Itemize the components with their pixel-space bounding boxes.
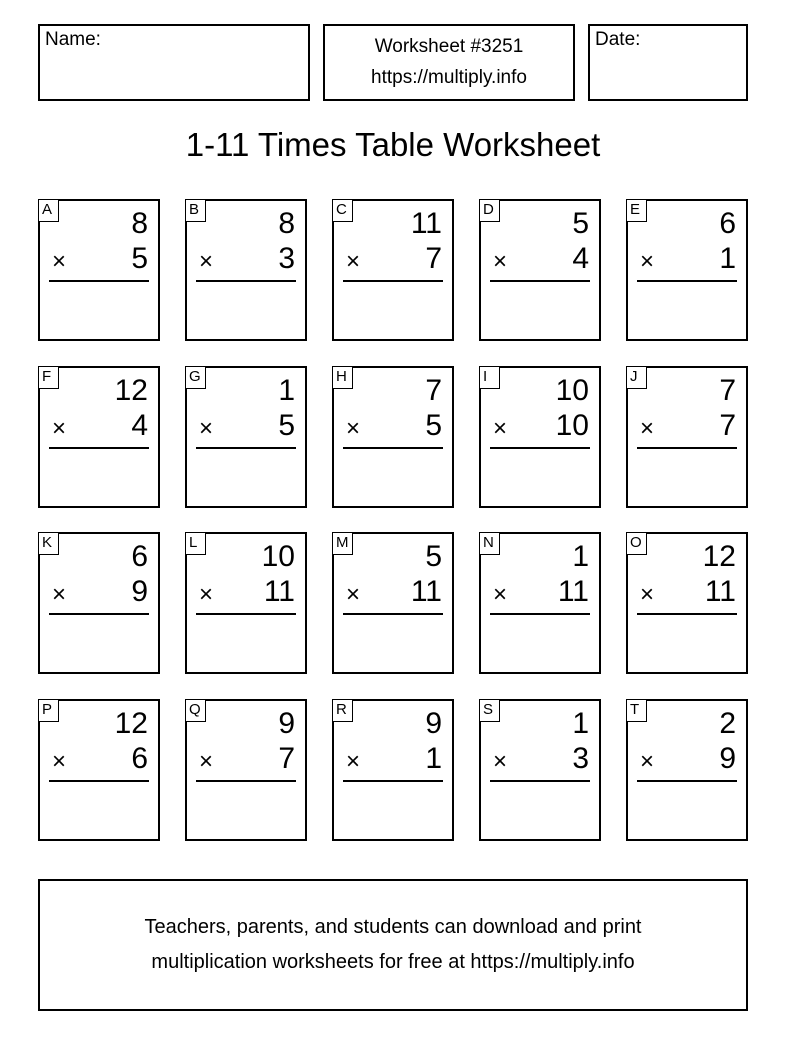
footer-line-1: Teachers, parents, and students can download and print bbox=[144, 916, 642, 938]
answer-line bbox=[196, 280, 296, 282]
problem-label: R bbox=[332, 699, 353, 722]
problem-card[interactable] bbox=[626, 199, 748, 341]
multiplicand: 12 bbox=[114, 374, 148, 407]
multiplicand: 12 bbox=[114, 707, 148, 740]
times-icon: × bbox=[52, 248, 67, 275]
multiplicand: 10 bbox=[261, 540, 295, 573]
problem-label: L bbox=[185, 532, 206, 555]
times-icon: × bbox=[199, 748, 214, 775]
answer-line bbox=[196, 613, 296, 615]
multiplicand: 9 bbox=[278, 707, 295, 740]
times-icon: × bbox=[52, 581, 67, 608]
problem-label: J bbox=[626, 366, 647, 389]
multiplier: 5 bbox=[278, 409, 295, 442]
multiplier: 3 bbox=[278, 242, 295, 275]
problem-label: A bbox=[38, 199, 59, 222]
multiplicand: 1 bbox=[572, 540, 589, 573]
multiplicand: 11 bbox=[410, 207, 442, 240]
name-label: Name: bbox=[45, 29, 101, 50]
problem-label: Q bbox=[185, 699, 206, 722]
times-icon: × bbox=[493, 415, 508, 442]
problem-label: S bbox=[479, 699, 500, 722]
problem-label: P bbox=[38, 699, 59, 722]
problem-label: C bbox=[332, 199, 353, 222]
answer-line bbox=[196, 780, 296, 782]
problem-label: B bbox=[185, 199, 206, 222]
answer-line bbox=[343, 447, 443, 449]
answer-line bbox=[49, 447, 149, 449]
worksheet-number: Worksheet #3251 bbox=[374, 36, 524, 57]
problem-label: H bbox=[332, 366, 353, 389]
page-title: 1-11 Times Table Worksheet bbox=[185, 126, 601, 163]
footer-line-2: multiplication worksheets for free at https://multiply.info bbox=[151, 951, 635, 973]
multiplier: 1 bbox=[719, 242, 736, 275]
multiplier: 4 bbox=[131, 409, 148, 442]
problem-label: O bbox=[626, 532, 647, 555]
problem-card[interactable] bbox=[185, 699, 307, 841]
problem-card[interactable] bbox=[332, 532, 454, 674]
multiplier: 7 bbox=[719, 409, 736, 442]
multiplier: 3 bbox=[572, 742, 589, 775]
multiplicand: 2 bbox=[719, 707, 736, 740]
footer-box bbox=[38, 879, 748, 1011]
times-icon: × bbox=[640, 415, 655, 442]
multiplier: 11 bbox=[263, 575, 295, 608]
answer-line bbox=[343, 280, 443, 282]
problem-card[interactable] bbox=[626, 366, 748, 508]
problem-label: I bbox=[479, 366, 500, 389]
multiplicand: 7 bbox=[719, 374, 736, 407]
times-icon: × bbox=[346, 581, 361, 608]
multiplicand: 1 bbox=[572, 707, 589, 740]
worksheet-url: https://multiply.info bbox=[371, 67, 527, 88]
multiplicand: 10 bbox=[555, 374, 589, 407]
answer-line bbox=[490, 447, 590, 449]
multiplicand: 6 bbox=[131, 540, 148, 573]
multiplicand: 6 bbox=[719, 207, 736, 240]
answer-line bbox=[49, 280, 149, 282]
answer-line bbox=[49, 613, 149, 615]
multiplier: 5 bbox=[131, 242, 148, 275]
times-icon: × bbox=[52, 415, 67, 442]
multiplier: 7 bbox=[425, 242, 442, 275]
date-label: Date: bbox=[595, 29, 641, 50]
answer-line bbox=[196, 447, 296, 449]
times-icon: × bbox=[640, 581, 655, 608]
problem-card[interactable] bbox=[479, 199, 601, 341]
times-icon: × bbox=[199, 415, 214, 442]
multiplicand: 5 bbox=[572, 207, 589, 240]
answer-line bbox=[49, 780, 149, 782]
answer-line bbox=[637, 447, 737, 449]
multiplicand: 7 bbox=[425, 374, 442, 407]
times-icon: × bbox=[640, 748, 655, 775]
problem-label: M bbox=[332, 532, 353, 555]
problem-label: G bbox=[185, 366, 206, 389]
multiplier: 4 bbox=[572, 242, 589, 275]
times-icon: × bbox=[199, 248, 214, 275]
multiplier: 1 bbox=[425, 742, 442, 775]
problem-card[interactable] bbox=[185, 199, 307, 341]
answer-line bbox=[637, 613, 737, 615]
multiplicand: 5 bbox=[425, 540, 442, 573]
times-icon: × bbox=[346, 415, 361, 442]
problem-card[interactable] bbox=[479, 532, 601, 674]
multiplier: 9 bbox=[719, 742, 736, 775]
answer-line bbox=[490, 780, 590, 782]
problem-card[interactable] bbox=[185, 366, 307, 508]
times-icon: × bbox=[493, 248, 508, 275]
answer-line bbox=[490, 613, 590, 615]
times-icon: × bbox=[493, 748, 508, 775]
times-icon: × bbox=[493, 581, 508, 608]
multiplier: 11 bbox=[704, 575, 736, 608]
multiplier: 10 bbox=[555, 409, 589, 442]
multiplier: 11 bbox=[557, 575, 589, 608]
times-icon: × bbox=[640, 248, 655, 275]
multiplicand: 8 bbox=[131, 207, 148, 240]
date-field[interactable] bbox=[588, 24, 748, 101]
problem-card[interactable] bbox=[332, 366, 454, 508]
problem-card[interactable] bbox=[626, 532, 748, 674]
multiplicand: 1 bbox=[278, 374, 295, 407]
multiplicand: 9 bbox=[425, 707, 442, 740]
multiplier: 9 bbox=[131, 575, 148, 608]
problem-card[interactable] bbox=[626, 699, 748, 841]
multiplicand: 12 bbox=[702, 540, 736, 573]
multiplier: 11 bbox=[410, 575, 442, 608]
problem-label: N bbox=[479, 532, 500, 555]
worksheet-info-box bbox=[323, 24, 575, 101]
problem-card[interactable] bbox=[479, 699, 601, 841]
problem-card[interactable] bbox=[332, 699, 454, 841]
times-icon: × bbox=[346, 248, 361, 275]
answer-line bbox=[490, 280, 590, 282]
times-icon: × bbox=[346, 748, 361, 775]
times-icon: × bbox=[199, 581, 214, 608]
problem-label: E bbox=[626, 199, 647, 222]
times-icon: × bbox=[52, 748, 67, 775]
problem-card[interactable] bbox=[38, 366, 160, 508]
problem-card[interactable] bbox=[185, 532, 307, 674]
name-field[interactable] bbox=[38, 24, 310, 101]
problem-label: K bbox=[38, 532, 59, 555]
problem-label: F bbox=[38, 366, 59, 389]
problem-card[interactable] bbox=[38, 699, 160, 841]
answer-line bbox=[637, 780, 737, 782]
problem-card[interactable] bbox=[479, 366, 601, 508]
problem-label: T bbox=[626, 699, 647, 722]
multiplier: 7 bbox=[278, 742, 295, 775]
multiplier: 5 bbox=[425, 409, 442, 442]
problem-card[interactable] bbox=[332, 199, 454, 341]
multiplicand: 8 bbox=[278, 207, 295, 240]
multiplier: 6 bbox=[131, 742, 148, 775]
answer-line bbox=[343, 613, 443, 615]
problem-card[interactable] bbox=[38, 532, 160, 674]
answer-line bbox=[343, 780, 443, 782]
answer-line bbox=[637, 280, 737, 282]
problem-card[interactable] bbox=[38, 199, 160, 341]
problem-label: D bbox=[479, 199, 500, 222]
